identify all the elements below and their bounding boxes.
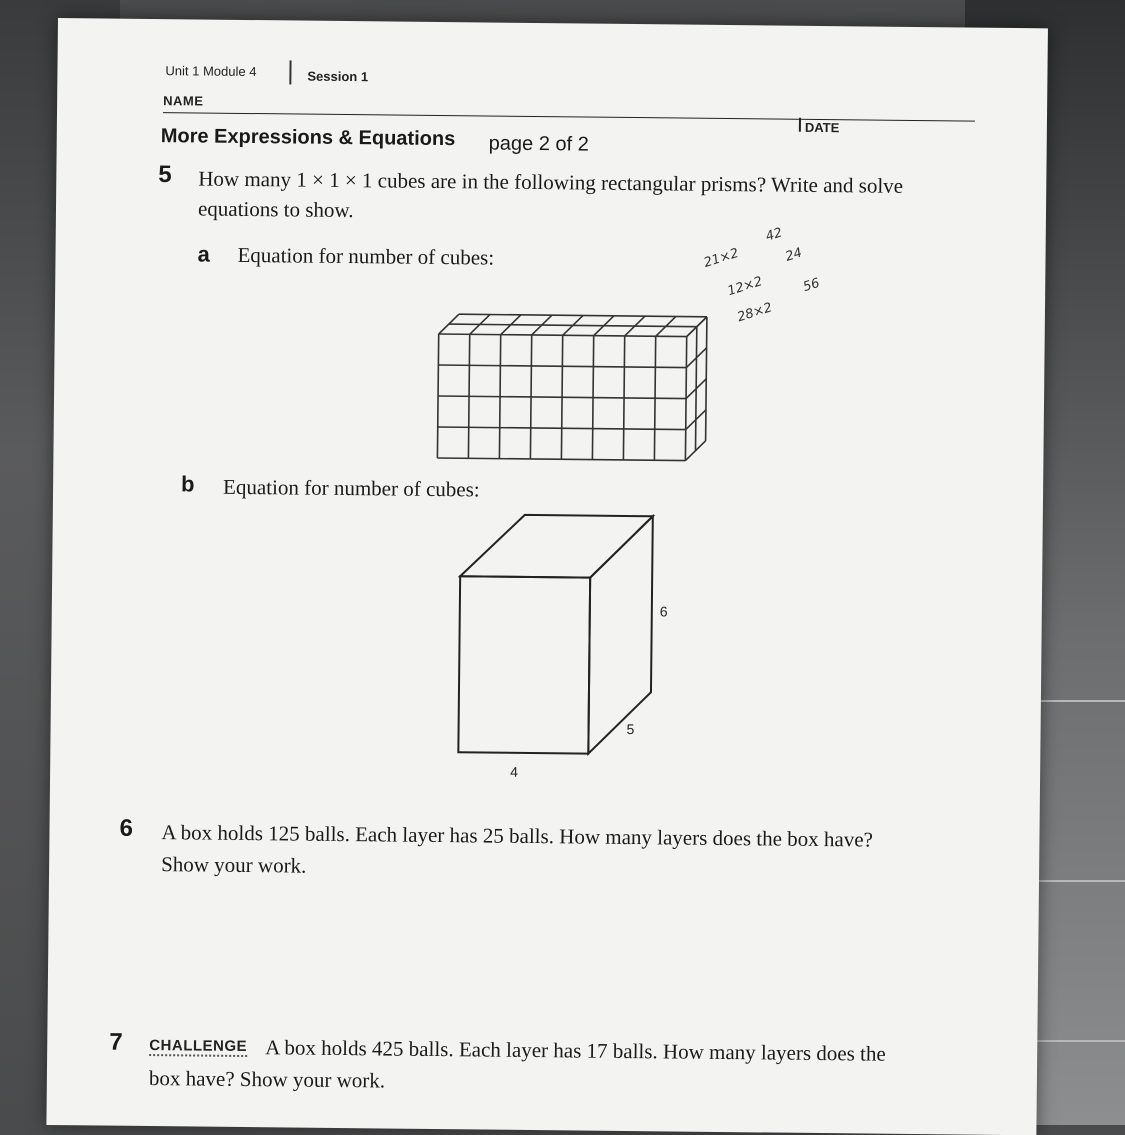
question-5-text-line1: How many 1 × 1 × 1 cubes are in the following rectangular prisms? Write and solve	[198, 166, 904, 198]
question-5-text-line2: equations to show.	[197, 196, 354, 223]
name-line	[163, 112, 975, 122]
header-separator	[289, 60, 291, 84]
prism-b-front-face	[458, 576, 590, 753]
handwriting-note: 56	[801, 275, 822, 296]
prism-b-side-face	[588, 516, 652, 755]
question-7-text-line2: box have? Show your work.	[148, 1066, 386, 1093]
prism-b-diagram	[450, 510, 683, 802]
worksheet-page	[46, 18, 1048, 1135]
question-7-number: 7	[109, 1028, 123, 1056]
prism-b-depth-label: 5	[626, 720, 635, 738]
page-number: page 2 of 2	[488, 132, 589, 156]
question-6-number: 6	[119, 814, 134, 842]
part-a-text: Equation for number of cubes:	[237, 242, 495, 270]
date-label: DATE	[804, 119, 840, 136]
session-label: Session 1	[307, 68, 369, 85]
handwriting-note: 21×2	[702, 245, 741, 271]
prism-b-height-label: 6	[659, 603, 668, 620]
handwriting-note: 12×2	[725, 274, 765, 300]
page-title: More Expressions & Equations	[160, 125, 456, 151]
prism-b-top-face	[460, 514, 653, 578]
question-6-text-line2: Show your work.	[161, 852, 307, 878]
handwriting-note: 42	[763, 225, 785, 245]
part-b-text: Equation for number of cubes:	[222, 474, 480, 502]
part-b-letter: b	[180, 471, 195, 497]
prism-a-diagram	[433, 282, 715, 465]
part-a-letter: a	[197, 241, 210, 267]
name-label: NAME	[163, 93, 204, 109]
unit-module-label: Unit 1 Module 4	[165, 63, 257, 80]
question-6-text-line1: A box holds 125 balls. Each layer has 25 balls. How many layers does the box have?	[161, 820, 874, 852]
prism-b-width-label: 4	[510, 763, 519, 780]
question-5-number: 5	[158, 161, 172, 189]
handwriting-note: 24	[783, 245, 804, 265]
challenge-badge: CHALLENGE	[149, 1037, 248, 1056]
date-separator	[799, 118, 801, 132]
question-7-text-line1: A box holds 425 balls. Each layer has 17 balls. How many layers does the	[265, 1035, 886, 1066]
handwriting-note: 28×2	[735, 300, 775, 326]
